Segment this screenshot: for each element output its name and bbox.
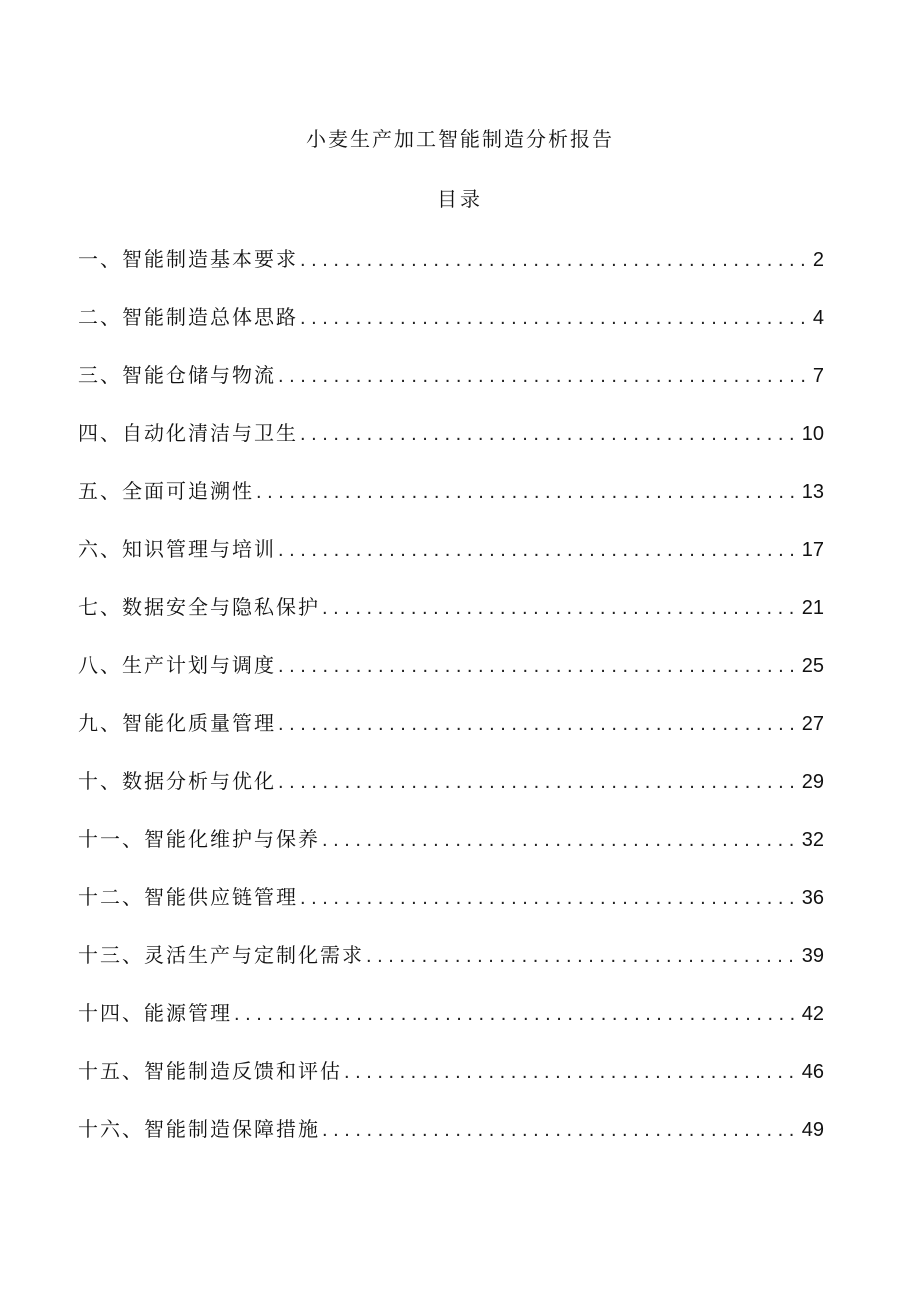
- toc-entry-page-number: 39: [801, 945, 824, 967]
- toc-entry-label: 五、全面可追溯性: [78, 479, 254, 503]
- toc-entry-page-number: 10: [801, 423, 824, 445]
- toc-entry[interactable]: [78, 360, 824, 418]
- document-title: 小麦生产加工智能制造分析报告: [306, 127, 614, 151]
- toc-entry-label: 十、数据分析与优化: [78, 769, 276, 793]
- toc-entry-label: 十三、灵活生产与定制化需求: [78, 943, 364, 967]
- toc-entry-page-number: 21: [801, 597, 824, 619]
- toc-entry[interactable]: [78, 1114, 824, 1172]
- toc-entry[interactable]: [78, 998, 824, 1056]
- toc-entry-page-number: 42: [801, 1003, 824, 1025]
- toc-entry[interactable]: [78, 302, 824, 360]
- toc-entry-page-number: 17: [801, 539, 824, 561]
- toc-entry-label: 四、自动化清洁与卫生: [78, 421, 298, 445]
- toc-entry-label: 八、生产计划与调度: [78, 653, 276, 677]
- toc-entry-label: 一、智能制造基本要求: [78, 247, 298, 271]
- toc-entry-label: 十一、智能化维护与保养: [78, 827, 320, 851]
- toc-dot-leader: [278, 709, 798, 739]
- toc-dot-leader: [300, 245, 809, 275]
- toc-dot-leader: [322, 593, 798, 623]
- toc-entry-page-number: 36: [801, 887, 824, 909]
- toc-dot-leader: [322, 825, 798, 855]
- toc-dot-leader: [300, 419, 798, 449]
- toc-entry-page-number: 25: [801, 655, 824, 677]
- toc-dot-leader: [278, 651, 798, 681]
- toc-entry-page-number: 32: [801, 829, 824, 851]
- toc-entry-page-number: 49: [801, 1119, 824, 1141]
- toc-entry-page-number: 13: [801, 481, 824, 503]
- toc-entry[interactable]: [78, 708, 824, 766]
- toc-entry-label: 九、智能化质量管理: [78, 711, 276, 735]
- toc-entry-label: 二、智能制造总体思路: [78, 305, 298, 329]
- toc-entry-page-number: 29: [801, 771, 824, 793]
- toc-entry-page-number: 2: [812, 249, 824, 271]
- toc-dot-leader: [278, 767, 798, 797]
- toc-dot-leader: [278, 361, 809, 391]
- toc-entry-label: 十六、智能制造保障措施: [78, 1117, 320, 1141]
- toc-entry-label: 七、数据安全与隐私保护: [78, 595, 320, 619]
- toc-entry[interactable]: [78, 244, 824, 302]
- toc-entry[interactable]: [78, 592, 824, 650]
- toc-entry-label: 十五、智能制造反馈和评估: [78, 1059, 342, 1083]
- toc-dot-leader: [366, 941, 798, 971]
- toc-entry[interactable]: [78, 534, 824, 592]
- toc-entry-page-number: 46: [801, 1061, 824, 1083]
- toc-entry[interactable]: [78, 882, 824, 940]
- toc-dot-leader: [344, 1057, 798, 1087]
- toc-entry[interactable]: [78, 1056, 824, 1114]
- toc-entry-label: 十二、智能供应链管理: [78, 885, 298, 909]
- toc-entry[interactable]: [78, 766, 824, 824]
- toc-entry[interactable]: [78, 476, 824, 534]
- table-of-contents: [78, 244, 824, 1172]
- toc-dot-leader: [234, 999, 798, 1029]
- toc-entry-page-number: 4: [812, 307, 824, 329]
- toc-dot-leader: [322, 1115, 798, 1145]
- toc-entry-label: 十四、能源管理: [78, 1001, 232, 1025]
- toc-entry-page-number: 27: [801, 713, 824, 735]
- toc-dot-leader: [300, 883, 798, 913]
- toc-heading: 目录: [437, 187, 483, 211]
- toc-entry-label: 三、智能仓储与物流: [78, 363, 276, 387]
- toc-entry-label: 六、知识管理与培训: [78, 537, 276, 561]
- toc-entry[interactable]: [78, 418, 824, 476]
- toc-entry[interactable]: [78, 940, 824, 998]
- toc-dot-leader: [278, 535, 798, 565]
- toc-dot-leader: [256, 477, 798, 507]
- toc-entry[interactable]: [78, 650, 824, 708]
- toc-entry-page-number: 7: [812, 365, 824, 387]
- toc-dot-leader: [300, 303, 809, 333]
- toc-entry[interactable]: [78, 824, 824, 882]
